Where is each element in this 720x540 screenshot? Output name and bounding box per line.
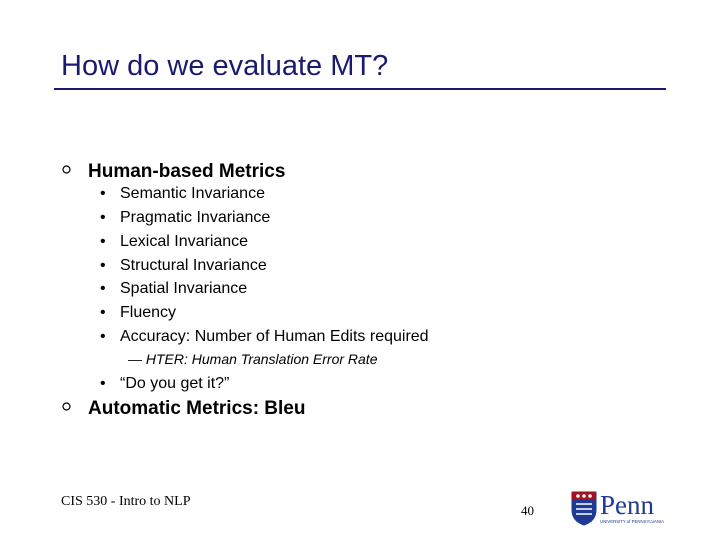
bullet-label: Human-based Metrics	[88, 161, 286, 182]
bullet-dot-icon: •	[100, 304, 106, 321]
bullet-dot-icon: •	[100, 328, 106, 345]
bullet-dot-icon: •	[100, 375, 106, 392]
bullet-dot-icon: •	[100, 209, 106, 226]
penn-logo	[570, 490, 670, 526]
slide: How do we evaluate MT? Human-based Metrics • Semantic Invariance • Pragmatic Invariance • Lexical Invariance • Structural Invariance • Spatial Invariance • Fluency • Accuracy: Number of Human Edits required — HTER: Human Translation Error Rate • “Do you get it?” Automatic Metrics: Bleu CIS 530 - Intro to NLP 40 Penn UNIVERSITY of PENNSYLVANIA	[0, 0, 720, 540]
title-underline	[54, 88, 666, 90]
bullet-dot-icon: •	[100, 233, 106, 250]
bullet-dot-icon: •	[100, 280, 106, 297]
footer-course: CIS 530 - Intro to NLP	[61, 494, 191, 509]
bullet-label: Automatic Metrics: Bleu	[88, 398, 306, 419]
sub-item-hter: — HTER: Human Translation Error Rate	[128, 351, 378, 367]
circle-bullet-icon	[62, 402, 71, 411]
bullet-dot-icon: •	[100, 257, 106, 274]
circle-bullet-icon	[62, 165, 71, 174]
penn-caption: UNIVERSITY of PENNSYLVANIA	[600, 519, 664, 524]
penn-wordmark: Penn	[600, 490, 654, 520]
page-number: 40	[521, 503, 534, 518]
slide-title: How do we evaluate MT?	[61, 50, 389, 82]
penn-shield-icon	[572, 492, 596, 525]
bullet-dot-icon: •	[100, 185, 106, 202]
